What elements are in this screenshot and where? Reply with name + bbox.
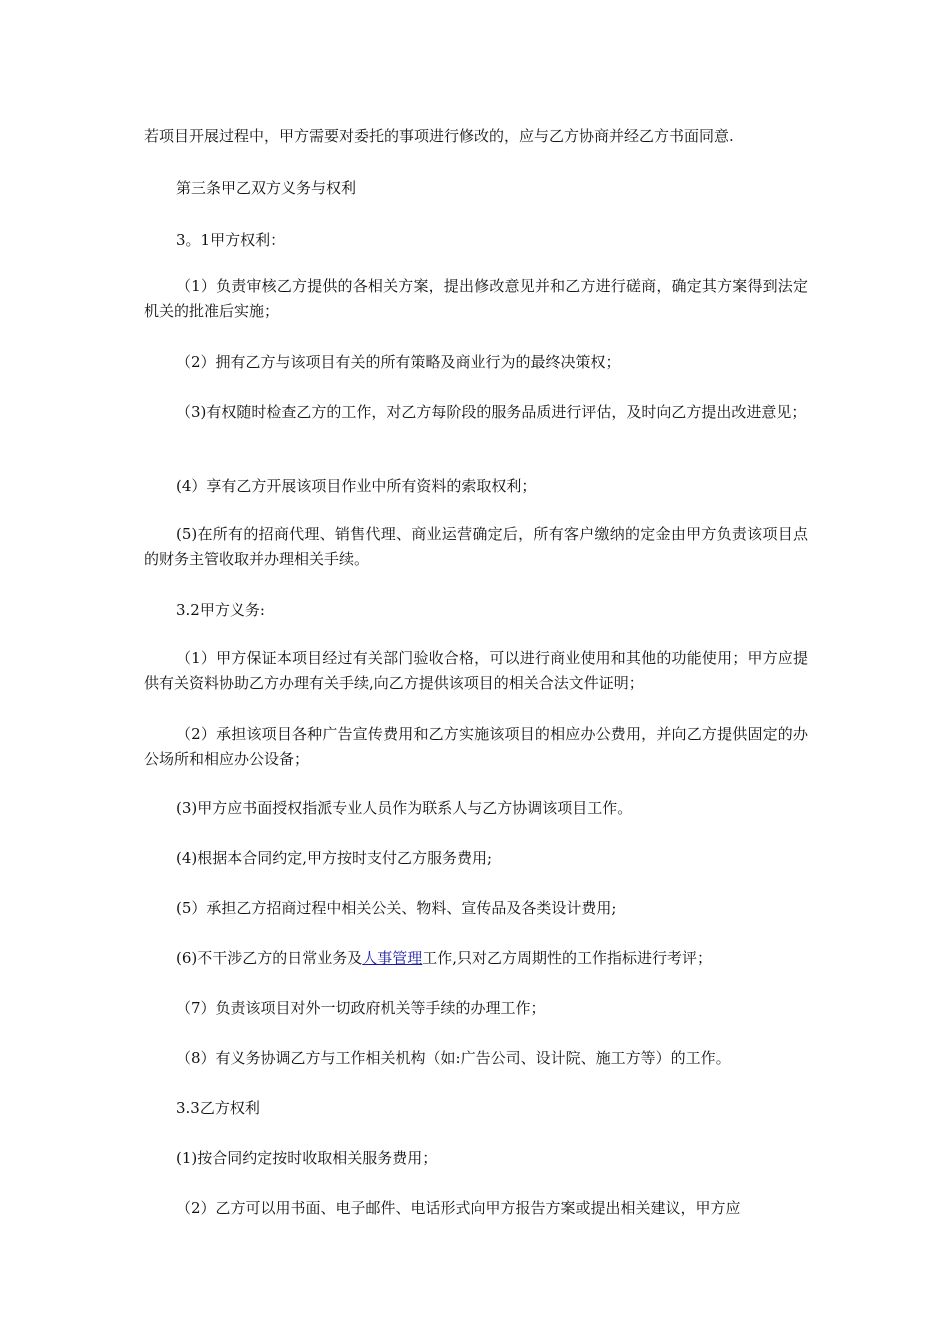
- party-a-obligation-5: (5）承担乙方招商过程中相关公关、物料、宣传品及各类设计费用;: [176, 899, 617, 917]
- section-3-3-heading: 3.3乙方权利: [176, 1099, 260, 1117]
- party-b-right-2: （2）乙方可以用书面、电子邮件、电话形式向甲方报告方案或提出相关建议，甲方应: [176, 1199, 741, 1217]
- obligation-6-text-end: 工作,只对乙方周期性的工作指标进行考评；: [422, 949, 713, 967]
- party-a-right-5: (5)在所有的招商代理、销售代理、商业运营确定后，所有客户缴纳的定金由甲方负责该项目点的财务主管收取并办理相关手续。: [144, 525, 808, 568]
- section-3-2-heading: 3.2甲方义务:: [176, 601, 265, 619]
- paragraph-project-modification: 若项目开展过程中，甲方需要对委托的事项进行修改的，应与乙方协商并经乙方书面同意.: [144, 127, 734, 145]
- obligation-6-text-start: (6)不干涉乙方的日常业务及: [176, 949, 363, 967]
- party-a-obligation-6: [144, 946, 808, 971]
- hr-management-link[interactable]: 人事管理: [362, 949, 423, 967]
- party-b-right-1: (1)按合同约定按时收取相关服务费用；: [176, 1149, 438, 1167]
- party-a-obligation-4: (4)根据本合同约定,甲方按时支付乙方服务费用;: [176, 849, 493, 867]
- party-a-obligation-2: （2）承担该项目各种广告宣传费用和乙方实施该项目的相应办公费用，并向乙方提供固定的办公场所和相应办公设备；: [144, 725, 808, 768]
- party-a-obligation-8: （8）有义务协调乙方与工作相关机构（如:广告公司、设计院、施工方等）的工作。: [176, 1049, 731, 1067]
- party-a-right-3: （3)有权随时检查乙方的工作，对乙方每阶段的服务品质进行评估，及时向乙方提出改进意见；: [176, 403, 807, 421]
- party-a-right-1: （1）负责审核乙方提供的各相关方案，提出修改意见并和乙方进行磋商，确定其方案得到法定机关的批准后实施；: [144, 277, 808, 320]
- party-a-right-2: （2）拥有乙方与该项目有关的所有策略及商业行为的最终决策权；: [176, 353, 621, 371]
- section-3-1-heading: 3。1甲方权利：: [176, 231, 286, 249]
- party-a-obligation-7: （7）负责该项目对外一切政府机关等手续的办理工作；: [176, 999, 546, 1017]
- party-a-right-4: (4）享有乙方开展该项目作业中所有资料的索取权利；: [176, 477, 537, 495]
- party-a-obligation-3: (3)甲方应书面授权指派专业人员作为联系人与乙方协调该项目工作。: [176, 799, 633, 817]
- article-three-heading: 第三条甲乙双方义务与权利: [176, 179, 357, 197]
- party-a-obligation-1: （1）甲方保证本项目经过有关部门验收合格，可以进行商业使用和其他的功能使用；甲方应提供有关资料协助乙方办理有关手续,向乙方提供该项目的相关合法文件证明；: [144, 649, 808, 692]
